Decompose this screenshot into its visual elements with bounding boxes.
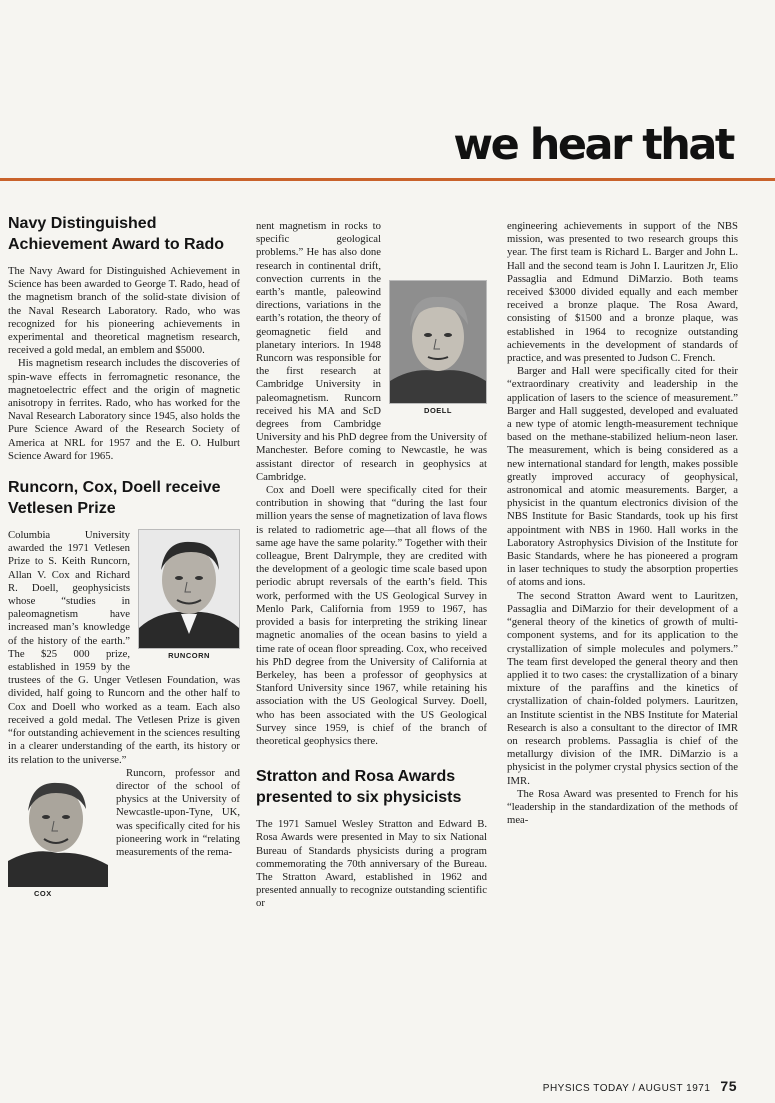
heading-rado: Navy Distinguished Achievement Award to Rado: [8, 215, 225, 253]
portrait-cox-image: [8, 769, 108, 887]
heading-vetlesen: Runcorn, Cox, Doell receive Vetlesen Prize: [8, 479, 221, 518]
paragraph: Runcorn, professor and director of the school of physics at the University of Newcastle-upon-Tyne, UK, was specifically cited for his pioneering work in “relating measurements of the rema-: [116, 766, 240, 858]
caption-doell: DOELL: [424, 406, 452, 415]
column-2: [256, 220, 487, 911]
photo-cox: [8, 769, 108, 900]
paragraph: Columbia University awarded the 1971 Vetlesen Prize to S. Keith Runcorn, Allan V. Cox and Richard R. Doell, geophysicists whose “studies in paleomagnetism have increased man’s knowledge of the history of the earth.” The $25 000 prize, established in 1959 by the trustees of the G. Unger Vetlesen Foundation, was divided, half going to Runcorn and the other half to Cox and Doell who worked as a team. Each also received a gold medal. The Vetlesen Prize is given “for outstanding achievement in the sciences resulting in a clearer understanding of the earth, its history or its relation to the universe.”: [8, 529, 240, 766]
column-1: [8, 213, 240, 902]
photo-doell: [389, 280, 487, 417]
paragraph: The Navy Award for Distinguished Achievement in Science has been awarded to George T. Rado, head of the magnetism branch of the solid-state division of the Naval Research Laboratory. Rado, who was recognized for his pioneering achievements in experimental and theoretical magnetism research, received a gold medal, an emblem and $5000.: [8, 265, 240, 357]
portrait-doell-image: [390, 281, 486, 403]
page-number: 75: [720, 1078, 737, 1094]
caption-cox: COX: [34, 888, 52, 898]
caption-runcorn: RUNCORN: [168, 651, 210, 661]
paragraph: The second Stratton Award went to Lauritzen, Passaglia and DiMarzio for their development of a “general theory of the kinetics of growth of multi-component systems, and for its application to the crystallization of simple molecules and polymers.” The team first developed the general theory and then applied it to two cases: the crystallization of a binary mixture of the paraffins and the kinetics of crystallization of chain-folded polymers. Lauritzen, an Institute scientist in the NBS Institute for Material Research is also a consultant to the director of IMR on research problems. Passaglia is chief of the metallurgy division of the IMR. DiMarzio is a physicist in the polymer crystal physics section of the IMR.: [507, 589, 738, 787]
paragraph: Barger and Hall were specifically cited for their “extraordinary creativity and leadership in the application of lasers to the science of measurement.” Barger and Hall suggested, developed and evaluated a new type of atomic length-measurement technique based on the methane-stabilized helium-neon laser. The measurement, which is being considered as a new international standard for length, makes possible greatly improved accuracy of geophysical, astronomical and atomic measurements. Barger, a physicist in the quantum electronics division of the NBS Institute for Basic Standards, took up his first appointment with NBS in 1960. Hall works in the Laboratory Astrophysics Division of the Institute for Basic Standards, where he has pioneered a program in laser techniques to study the absorption properties of atoms and ions.: [507, 365, 738, 589]
photo-runcorn: [138, 529, 240, 662]
paragraph: His magnetism research includes the discoveries of spin-wave effects in ferromagnetic resonance, the magnetoelectric effect and the origin of magnetic anisotropy in ferrites. Rado, who has worked for the Naval Research Laboratory since 1945, also holds the Pure Science Award of the Research Society of America at NRL for 1957 and the E. O. Hulburt Science Award for 1965.: [8, 357, 240, 462]
page-footer: [543, 1078, 737, 1094]
paragraph: nent magnetism in rocks to specific geological problems.” He has also done research in continental drift, convection currents in the earth’s mantle, paleowind directions, variations in the earth’s rotation, the theory of geomagnetic field and planetary interiors. In 1948 Runcorn was responsible for the first research at Cambridge University in paleomagnetism. Runcorn received his MA and ScD degrees from Cambridge University and his PhD degree from the University of Manchester. Before coming to Newcastle, he was assistant director of research in geophysics at Cambridge.: [256, 220, 487, 483]
portrait-runcorn-image: [139, 530, 239, 648]
column-3: [507, 220, 738, 827]
masthead: we hear that: [453, 120, 733, 170]
paragraph: The 1971 Samuel Wesley Stratton and Edward B. Rosa Awards were presented in May to six National Bureau of Standards physicists during a program commemorating the 70th anniversary of the Bureau. The Stratton Award, established in 1962 and presented annually to recognize outstanding scientific or: [256, 818, 487, 910]
header-rule: [0, 178, 775, 181]
paragraph: Cox and Doell were specifically cited for their contribution in showing that “during the last four million years the sense of magnetization of lava flows is related to radiometric age—that all flows of the same age have the same polarity.” Together with their colleague, Brent Dalrymple, they are credited with the development of a geologic time scale based upon periodic abrupt reversals of the earth’s field. This work, performed with the US Geological Survey in Menlo Park, California from 1959 to 1967, has provided a basis for interpreting the striking linear magnetic anomalies of the ocean basins to yield a time rate of ocean floor spreading. Cox, who received his PhD degree from the University of California at Berkeley, has been a professor of geophysics at Stanford University since 1967, while retaining his association with the US Geological Survey. Doell, who has been associated with the US Geological Survey since 1959, is chief of the branch of theoretical geophysics there.: [256, 484, 487, 747]
journal-line: PHYSICS TODAY / AUGUST 1971: [542, 1083, 711, 1094]
paragraph: engineering achievements in support of the NBS mission, was presented to two research groups this year. The first team is Richard L. Barger and John L. Hall and the second team is John I. Lauritzen Jr, Elio Passaglia and Edmund DiMarzio. Both teams received $3000 divided equally and each member received a bronze plaque. The Rosa Award, consisting of $1500 and a bronze plaque, was established in 1964 to recognize outstanding achievements in the development of standards of practice, and was presented to Judson C. French.: [507, 220, 738, 365]
heading-stratton-rosa: Stratton and Rosa Awards presented to six physicists: [256, 768, 462, 807]
paragraph: The Rosa Award was presented to French for his “leadership in the standardization of the methods of mea-: [507, 787, 738, 827]
